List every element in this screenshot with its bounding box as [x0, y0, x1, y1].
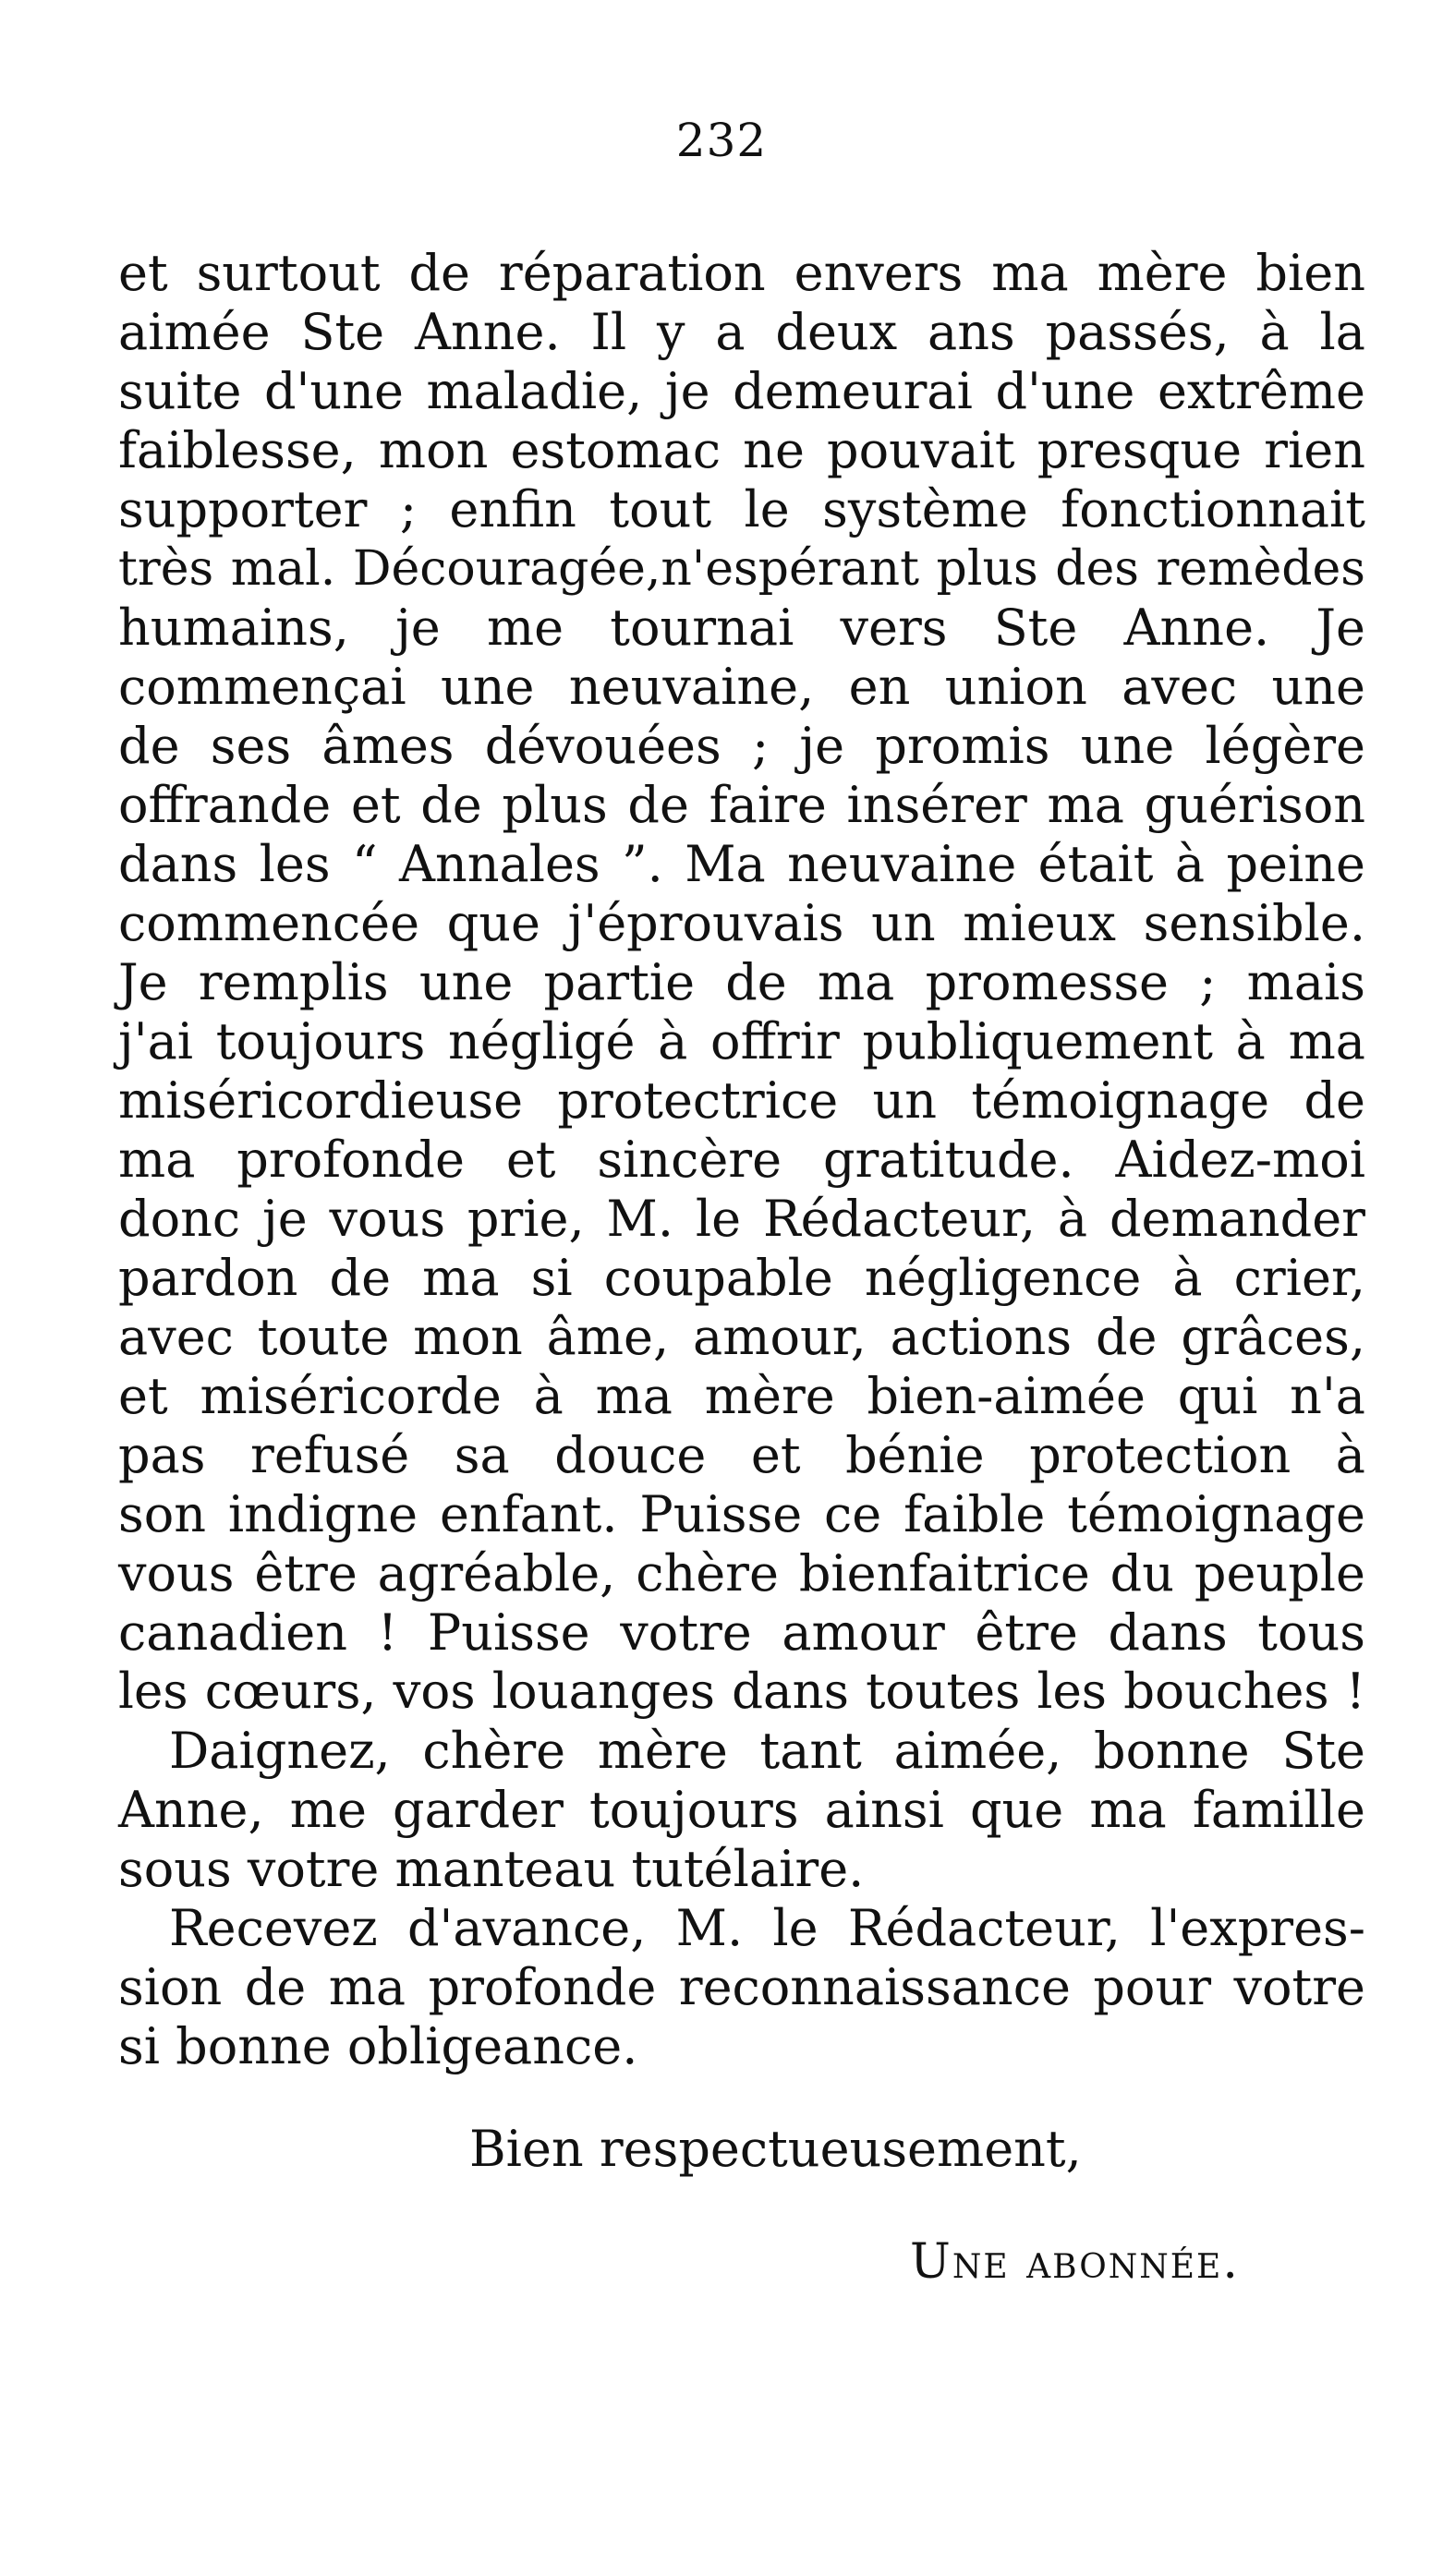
closing-salutation: Bien respectueusement,	[469, 2120, 1082, 2178]
text-line: si bonne obligeance.	[118, 2017, 638, 2075]
text-line: pardon de ma si coupable négligence à crier,	[118, 1249, 1365, 1307]
text-line: avec toute mon âme, amour, actions de grâces,	[118, 1308, 1365, 1366]
text-line: commencée que j'éprouvais un mieux sensible.	[118, 894, 1365, 952]
text-line: faiblesse, mon estomac ne pouvait presque rien	[118, 421, 1365, 479]
text-line: commençai une neuvaine, en union avec une	[118, 658, 1365, 716]
text-line: sous votre manteau tutélaire.	[118, 1840, 865, 1898]
signature: Une abonnée.	[910, 2234, 1240, 2290]
text-line: Anne, me garder toujours ainsi que ma famille	[118, 1781, 1365, 1839]
text-line: Daignez, chère mère tant aimée, bonne Ste	[169, 1722, 1365, 1780]
text-line: de ses âmes dévouées ; je promis une légère	[118, 717, 1365, 775]
text-line: vous être agréable, chère bienfaitrice du peuple	[118, 1544, 1365, 1602]
text-line: supporter ; enfin tout le système fonctionnait	[118, 480, 1365, 538]
text-line: Recevez d'avance, M. le Rédacteur, l'expres-	[169, 1899, 1365, 1957]
text-line: son indigne enfant. Puisse ce faible témoignage	[118, 1485, 1365, 1543]
text-line: aimée Ste Anne. Il y a deux ans passés, à la	[118, 303, 1365, 361]
text-line: humains, je me tournai vers Ste Anne. Je	[118, 599, 1365, 657]
text-line: sion de ma profonde reconnaissance pour votre	[118, 1958, 1365, 2016]
text-line: très mal. Découragée,n'espérant plus des remèdes	[118, 541, 1365, 597]
text-line: et surtout de réparation envers ma mère bien	[118, 244, 1365, 302]
text-line: Je remplis une partie de ma promesse ; mais	[118, 953, 1365, 1011]
text-line: et miséricorde à ma mère bien-aimée qui n'a	[118, 1367, 1365, 1425]
text-line: pas refusé sa douce et bénie protection à	[118, 1426, 1365, 1484]
text-line: les cœurs, vos louanges dans toutes les bouches !	[118, 1663, 1365, 1720]
body-text	[118, 244, 1365, 2076]
page-number: 232	[675, 114, 768, 167]
text-line: canadien ! Puisse votre amour être dans tous	[118, 1603, 1365, 1662]
text-line: j'ai toujours négligé à offrir publiquement à ma	[118, 1012, 1365, 1070]
text-line: ma profonde et sincère gratitude. Aidez-moi	[118, 1131, 1365, 1189]
text-line: dans les “ Annales ”. Ma neuvaine était à peine	[118, 835, 1365, 893]
text-line: offrande et de plus de faire insérer ma guérison	[118, 776, 1365, 834]
text-line: donc je vous prie, M. le Rédacteur, à demander	[118, 1190, 1365, 1248]
text-line: miséricordieuse protectrice un témoignage de	[118, 1071, 1365, 1130]
text-line: suite d'une maladie, je demeurai d'une extrême	[118, 362, 1365, 420]
